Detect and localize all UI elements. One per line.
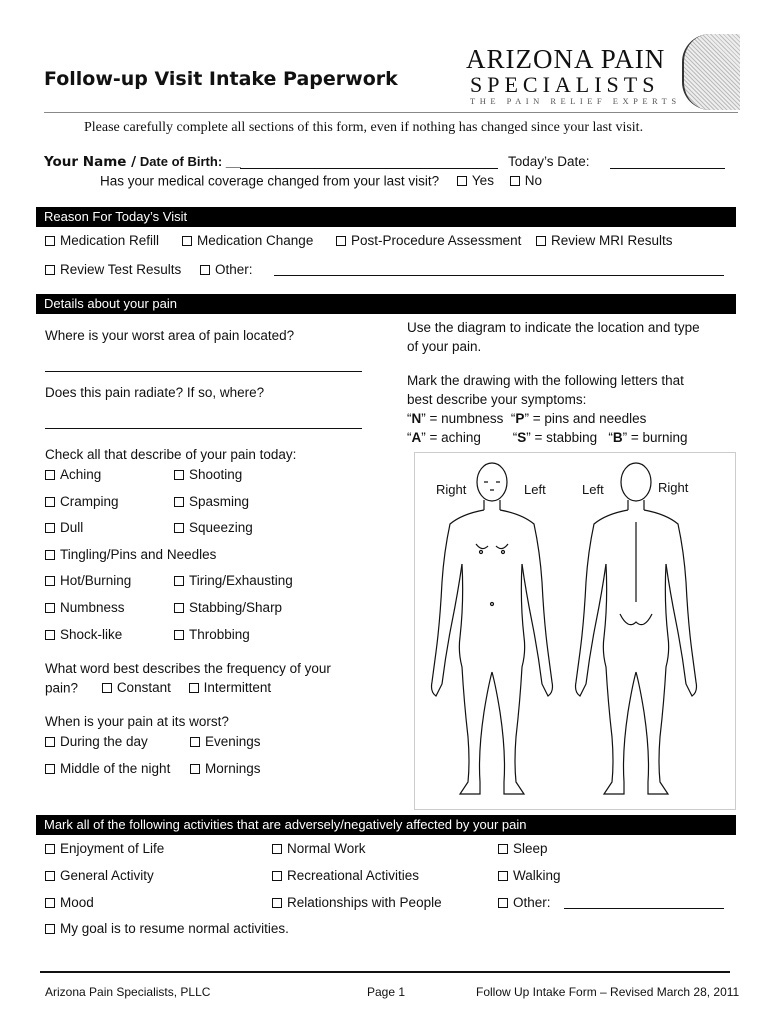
option-label: Intermittent	[203, 680, 272, 695]
checkbox-icon	[190, 764, 200, 774]
footer-form: Follow Up Intake Form – Revised March 28, 2011	[476, 985, 740, 999]
worst-evenings[interactable]	[190, 734, 261, 749]
pain-tingling[interactable]	[45, 547, 216, 562]
checkbox-icon	[272, 844, 282, 854]
mark-instruction-cont: best describe your symptoms:	[407, 392, 587, 407]
coverage-question: Has your medical coverage changed from your last visit?	[100, 173, 440, 189]
option-label: Numbness	[60, 600, 125, 615]
option-label: Relationships with People	[287, 895, 442, 910]
reason-other[interactable]	[200, 262, 253, 277]
checkbox-icon	[45, 497, 55, 507]
worst-time-question: When is your pain at its worst?	[45, 714, 229, 729]
name-dob-field[interactable]	[240, 168, 498, 169]
option-label: During the day	[60, 734, 148, 749]
reason-review-test[interactable]	[45, 262, 181, 277]
front-left-label: Left	[524, 482, 546, 497]
checkbox-icon	[498, 871, 508, 881]
checkbox-icon	[45, 844, 55, 854]
activity-recreational[interactable]	[272, 868, 419, 883]
checkbox-icon	[174, 497, 184, 507]
checkbox-icon	[536, 236, 546, 246]
pain-heading: Details about your pain	[36, 294, 736, 314]
option-label: Mood	[60, 895, 94, 910]
option-label: Enjoyment of Life	[60, 841, 165, 856]
footer-divider	[40, 971, 730, 973]
checkbox-icon	[200, 265, 210, 275]
option-label: Middle of the night	[60, 761, 171, 776]
intro-text: Please carefully complete all sections of this form, even if nothing has changed since your last visit.	[84, 120, 644, 135]
option-label: Normal Work	[287, 841, 366, 856]
activity-other-field[interactable]	[564, 908, 724, 909]
checkbox-icon	[498, 844, 508, 854]
pain-tiring[interactable]	[174, 573, 293, 588]
option-label: Aching	[60, 467, 102, 482]
reason-post-procedure[interactable]	[336, 233, 521, 248]
legend-b-text: = burning	[627, 430, 688, 445]
frequency-question-cont: pain?	[45, 680, 79, 696]
pain-throbbing[interactable]	[174, 627, 250, 642]
pain-cramping[interactable]	[45, 494, 119, 509]
name-dob-label	[44, 154, 241, 170]
checkbox-icon	[174, 470, 184, 480]
legend-a-key: A	[411, 430, 422, 445]
option-label: Throbbing	[189, 627, 250, 642]
checkbox-icon	[45, 523, 55, 533]
option-label: My goal is to resume normal activities.	[60, 921, 289, 936]
option-label: Review MRI Results	[551, 233, 673, 248]
checkbox-icon	[510, 176, 520, 186]
checkbox-icon	[336, 236, 346, 246]
option-label: Tiring/Exhausting	[189, 573, 293, 588]
option-label: Spasming	[189, 494, 250, 509]
option-label: Hot/Burning	[60, 573, 132, 588]
pain-dull[interactable]	[45, 520, 83, 535]
pain-numbness[interactable]	[45, 600, 125, 615]
worst-area-field[interactable]	[45, 371, 362, 372]
logo-tagline: THE PAIN RELIEF EXPERTS	[470, 96, 681, 106]
legend-n-text: = numbness	[425, 411, 504, 426]
activity-enjoyment[interactable]	[45, 841, 164, 856]
coverage-yes-label: Yes	[471, 173, 494, 188]
option-label: Mornings	[205, 761, 261, 776]
activities-heading: Mark all of the following activities that are adversely/negatively affected by your pain	[36, 815, 736, 835]
checkbox-icon	[174, 576, 184, 586]
checkbox-icon	[45, 550, 55, 560]
reason-review-mri[interactable]	[536, 233, 673, 248]
coverage-no-label: No	[524, 173, 542, 188]
checkbox-icon	[45, 630, 55, 640]
checkbox-icon	[174, 603, 184, 613]
header-divider	[44, 112, 738, 113]
activity-other[interactable]	[498, 895, 551, 910]
activity-relationships[interactable]	[272, 895, 442, 910]
checkbox-icon	[45, 576, 55, 586]
dob-label: Date of Birth:	[139, 154, 223, 169]
option-label: Review Test Results	[60, 262, 182, 277]
reason-heading: Reason For Today’s Visit	[36, 207, 736, 227]
reason-other-field[interactable]	[274, 275, 724, 276]
option-label: Squeezing	[189, 520, 253, 535]
footer-page: Page 1	[367, 985, 406, 999]
page-title: Follow-up Visit Intake Paperwork	[44, 68, 398, 90]
back-right-label: Right	[658, 480, 689, 495]
frequency-row	[45, 680, 271, 696]
option-label: Post-Procedure Assessment	[351, 233, 522, 248]
activity-general[interactable]	[45, 868, 154, 883]
legend-s-text: = stabbing	[530, 430, 598, 445]
body-diagram[interactable]	[414, 452, 736, 810]
pain-aching[interactable]	[45, 467, 101, 482]
mark-instruction: Mark the drawing with the following letters that	[407, 373, 684, 388]
dob-prefix: __	[225, 154, 241, 169]
checkbox-icon	[102, 683, 112, 693]
legend-row-2: “A” = aching “S” = stabbing “B” = burning	[407, 430, 688, 445]
checkbox-icon	[174, 523, 184, 533]
logo-swoosh-icon	[682, 34, 740, 110]
radiate-field[interactable]	[45, 428, 362, 429]
pain-type-question: Check all that describe of your pain today:	[45, 447, 297, 462]
checkbox-icon	[174, 630, 184, 640]
legend-row-1: “N” = numbness “P” = pins and needles	[407, 411, 647, 426]
today-date-label: Today’s Date:	[508, 154, 590, 169]
option-label: Sleep	[513, 841, 548, 856]
activity-normal-work[interactable]	[272, 841, 366, 856]
checkbox-icon	[189, 683, 199, 693]
checkbox-icon	[45, 924, 55, 934]
checkbox-icon	[45, 603, 55, 613]
checkbox-icon	[45, 764, 55, 774]
option-label: Shooting	[189, 467, 243, 482]
checkbox-icon	[457, 176, 467, 186]
option-label: Tingling/Pins and Needles	[60, 547, 217, 562]
front-right-label: Right	[436, 482, 467, 497]
option-label: Evenings	[205, 734, 261, 749]
legend-n-key: N	[411, 411, 422, 426]
today-date-field[interactable]	[610, 168, 725, 169]
pain-shooting[interactable]	[174, 467, 242, 482]
option-label: Shock-like	[60, 627, 123, 642]
option-label: Medication Change	[197, 233, 314, 248]
pain-stabbing[interactable]	[174, 600, 282, 615]
checkbox-icon	[182, 236, 192, 246]
pain-squeezing[interactable]	[174, 520, 253, 535]
checkbox-icon	[45, 898, 55, 908]
checkbox-icon	[272, 898, 282, 908]
option-label: Dull	[60, 520, 84, 535]
diagram-instruction-cont: of your pain.	[407, 339, 482, 354]
option-label: Recreational Activities	[287, 868, 420, 883]
company-logo	[466, 34, 738, 110]
checkbox-icon	[272, 871, 282, 881]
legend-p-text: = pins and needles	[528, 411, 647, 426]
diagram-instruction: Use the diagram to indicate the location and type	[407, 320, 700, 335]
option-label: Stabbing/Sharp	[189, 600, 283, 615]
footer-company: Arizona Pain Specialists, PLLC	[45, 985, 211, 999]
checkbox-icon	[45, 737, 55, 747]
reason-medication-change[interactable]	[182, 233, 313, 248]
worst-during-day[interactable]	[45, 734, 148, 749]
coverage-no-checkbox[interactable]	[510, 173, 542, 188]
option-label: General Activity	[60, 868, 154, 883]
option-label: Other:	[513, 895, 551, 910]
option-label: Cramping	[60, 494, 119, 509]
pain-shock-like[interactable]	[45, 627, 122, 642]
pain-spasming[interactable]	[174, 494, 249, 509]
checkbox-icon	[45, 871, 55, 881]
back-left-label: Left	[582, 482, 604, 497]
front-body-figure	[432, 463, 553, 794]
option-label: Other:	[215, 262, 253, 277]
coverage-yes-checkbox[interactable]	[457, 173, 494, 188]
legend-s-key: S	[517, 430, 527, 445]
checkbox-icon	[45, 265, 55, 275]
checkbox-icon	[45, 236, 55, 246]
name-label: Your Name /	[44, 154, 137, 170]
coverage-row	[100, 173, 542, 189]
logo-line2: SPECIALISTS	[470, 72, 660, 97]
option-label: Medication Refill	[60, 233, 160, 248]
back-body-figure	[576, 463, 697, 794]
reason-medication-refill[interactable]	[45, 233, 159, 248]
legend-a-text: = aching	[425, 430, 481, 445]
activity-walking[interactable]	[498, 868, 561, 883]
worst-area-question: Where is your worst area of pain located?	[45, 328, 295, 343]
activity-sleep[interactable]	[498, 841, 548, 856]
option-label: Walking	[513, 868, 561, 883]
legend-p-key: P	[515, 411, 525, 426]
option-label: Constant	[116, 680, 171, 695]
frequency-question: What word best describes the frequency of your	[45, 661, 331, 676]
legend-b-key: B	[612, 430, 623, 445]
worst-middle-night[interactable]	[45, 761, 170, 776]
pain-hot-burning[interactable]	[45, 573, 131, 588]
checkbox-icon	[190, 737, 200, 747]
activity-mood[interactable]	[45, 895, 94, 910]
worst-mornings[interactable]	[190, 761, 261, 776]
goal-resume-normal[interactable]	[45, 921, 289, 936]
checkbox-icon	[45, 470, 55, 480]
frequency-intermittent[interactable]	[189, 680, 272, 695]
frequency-constant[interactable]	[102, 680, 171, 695]
logo-line1: ARIZONA PAIN	[466, 44, 666, 74]
radiate-question: Does this pain radiate? If so, where?	[45, 385, 265, 400]
checkbox-icon	[498, 898, 508, 908]
